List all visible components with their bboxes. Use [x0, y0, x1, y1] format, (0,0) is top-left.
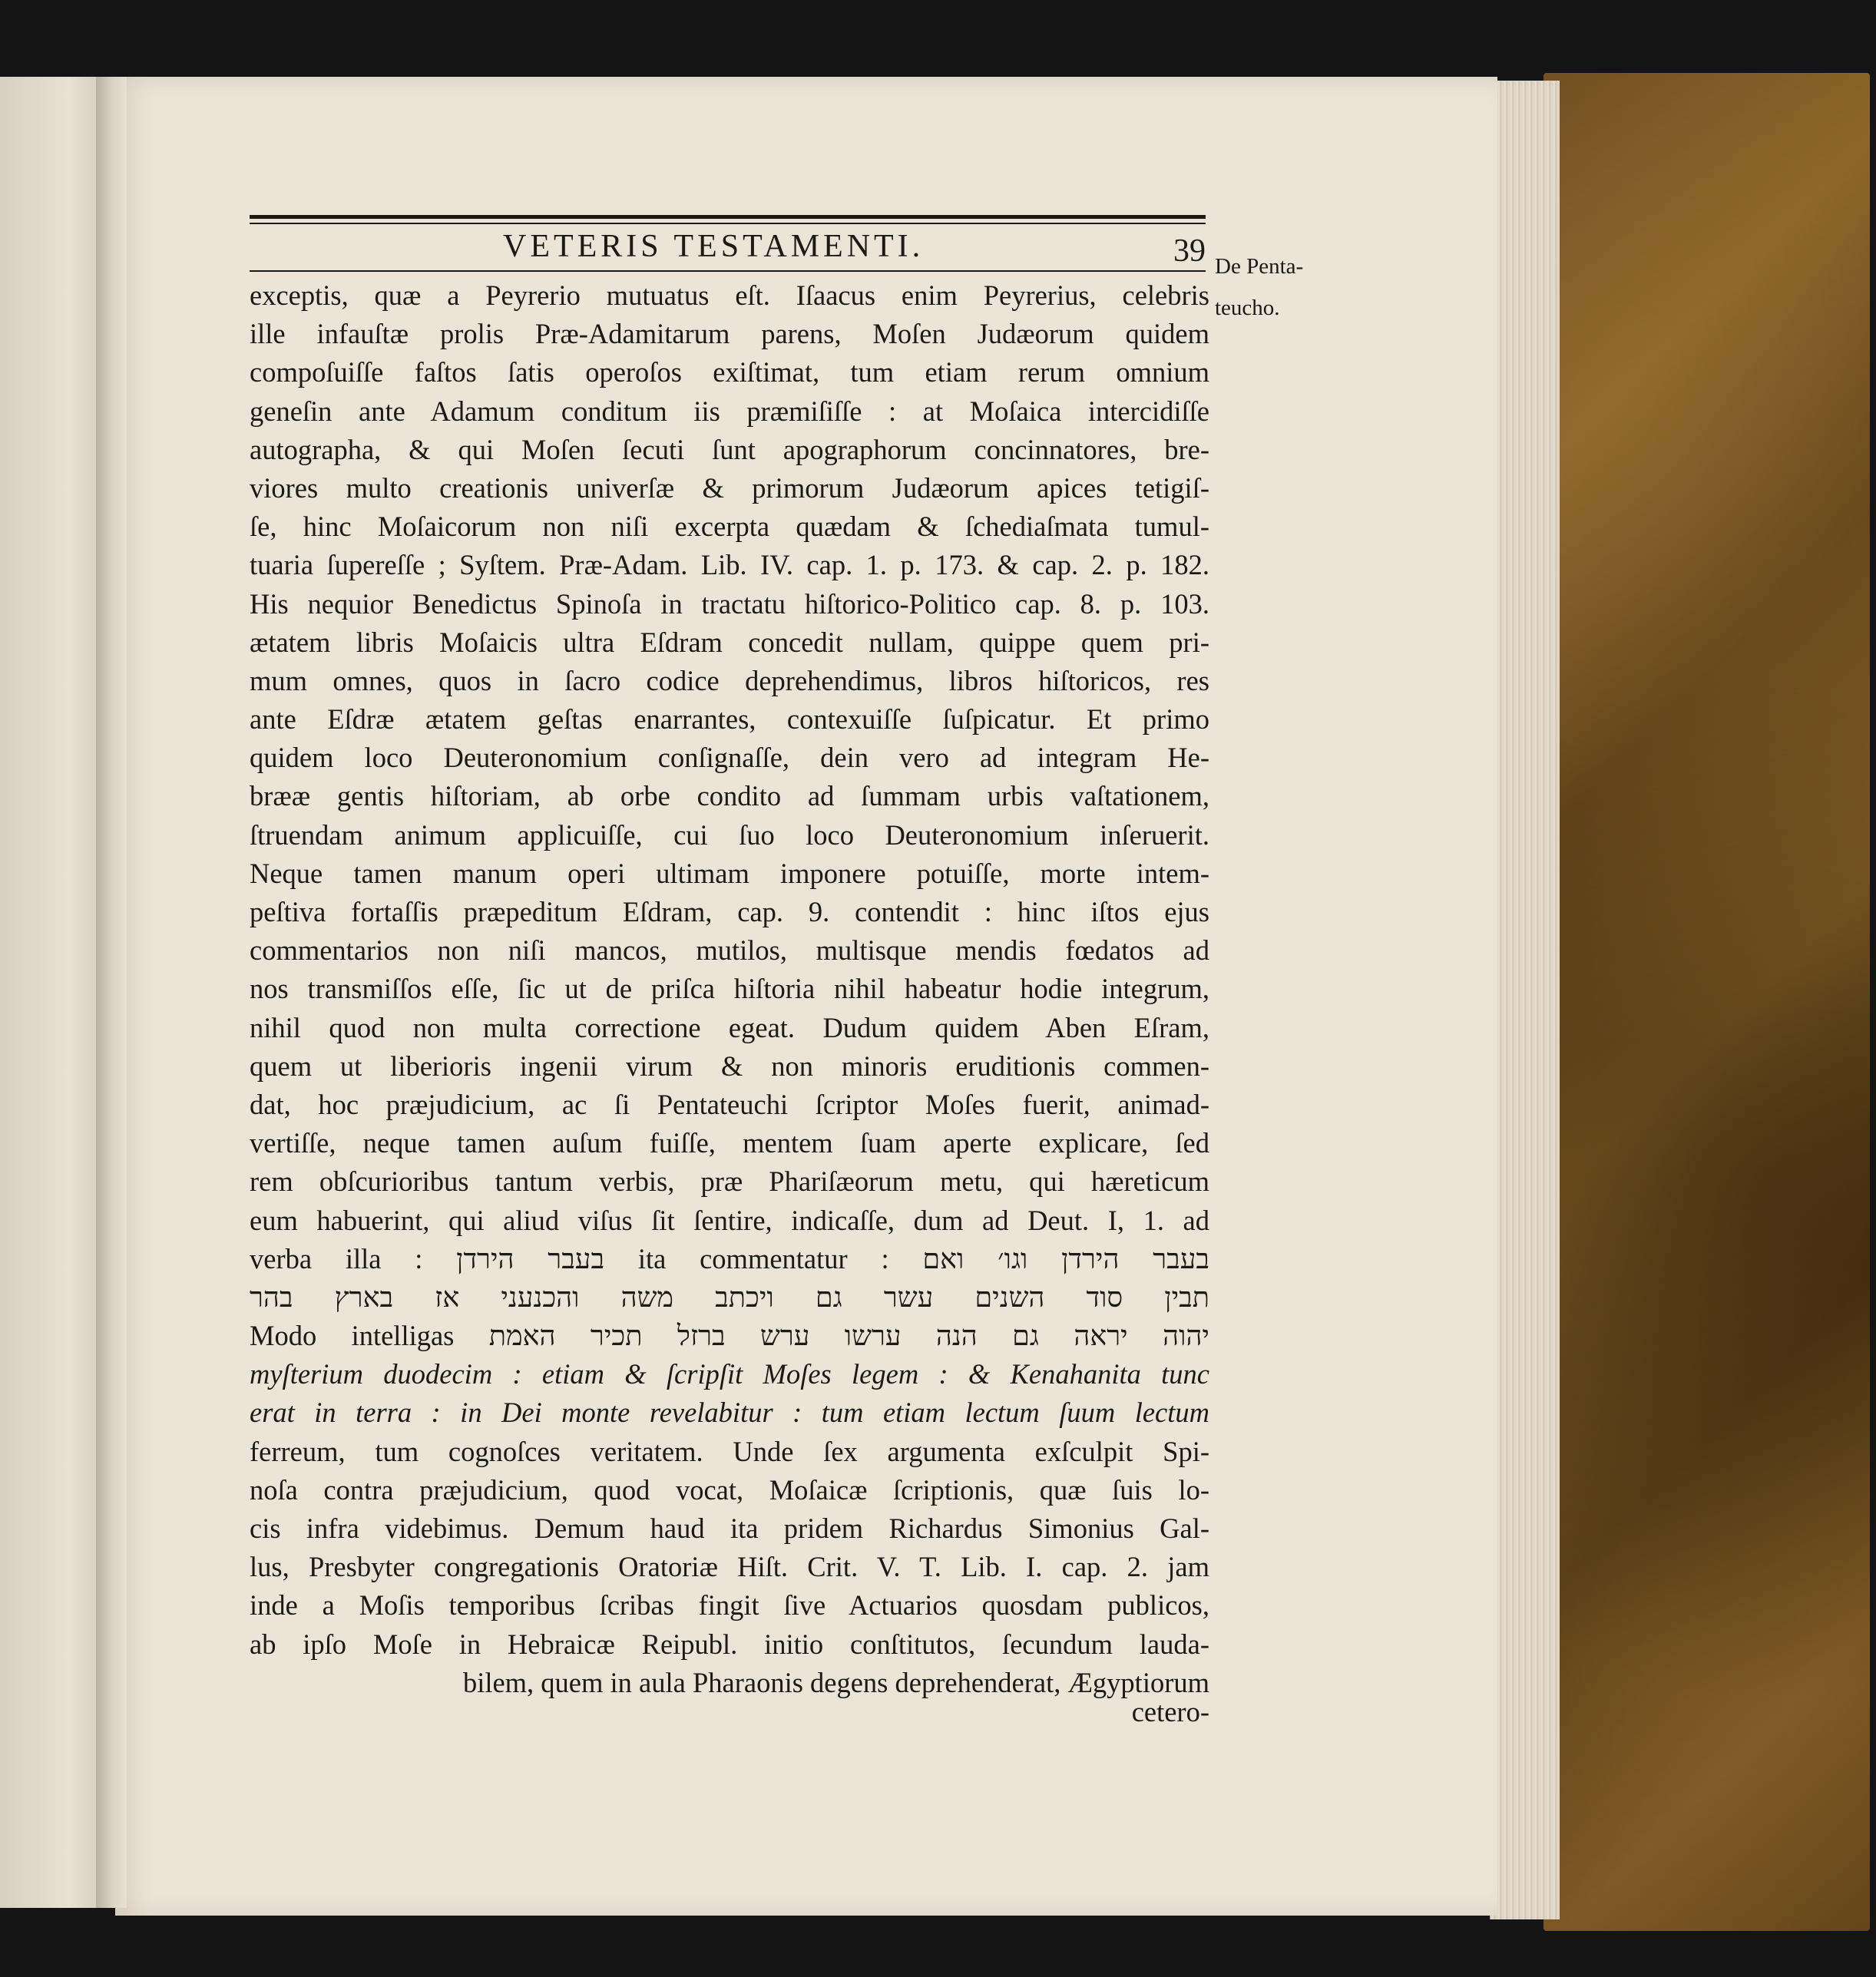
margin-note-line: teucho.: [1215, 296, 1280, 320]
cover-marbling: [1543, 73, 1870, 1931]
text-line: autographa, & qui Moſen ſecuti ſunt apographorum concinnatores, bre-: [250, 433, 1209, 465]
margin-note-line: De Penta-: [1215, 254, 1304, 279]
text-line: exceptis, quæ a Peyrerio mutuatus eſt. Iſaacus enim Peyrerius, celebris: [250, 279, 1209, 311]
body-text: [250, 276, 1209, 1702]
text-line: erat in terra : in Dei monte revelabitur : tum etiam lectum ſuum lectum: [250, 1397, 1209, 1429]
text-line-hebrew: תבין סוד השנים עשר גם ויכתב משה והכנעני אז בארץ בהר: [250, 1281, 1209, 1313]
text-line: mum omnes, quos in ſacro codice deprehendimus, libros hiſtoricos, res: [250, 664, 1209, 696]
page-number: 39: [1173, 233, 1206, 269]
running-title: VETERIS TESTAMENTI.: [503, 229, 925, 264]
text-line: quidem loco Deuteronomium conſignaſſe, dein vero ad integram He-: [250, 742, 1209, 774]
head-rule-thin: [250, 223, 1206, 224]
text-line: myſterium duodecim : etiam & ſcripſit Moſes legem : & Kenahanita tunc: [250, 1358, 1209, 1390]
book-gutter: [96, 77, 127, 1908]
text-line: Neque tamen manum operi ultimam imponere potuiſſe, morte intem-: [250, 857, 1209, 889]
text-line: tuaria ſupereſſe ; Syſtem. Præ-Adam. Lib. IV. cap. 1. p. 173. & cap. 2. p. 182.: [250, 549, 1209, 581]
text-line: vertiſſe, neque tamen auſum fuiſſe, mentem ſuam aperte explicare, ſed: [250, 1127, 1209, 1159]
text-line: dat, hoc præjudicium, ac ſi Pentateuchi ſcriptor Moſes fuerit, animad-: [250, 1088, 1209, 1120]
text-line: compoſuiſſe faſtos ſatis operoſos exiſtimat, tum etiam rerum omnium: [250, 356, 1209, 388]
text-line: rem obſcurioribus tantum verbis, præ Phariſæorum metu, qui hæreticum: [250, 1165, 1209, 1198]
catchword: cetero-: [1131, 1696, 1209, 1727]
text-line: ſtruendam animum applicuiſſe, cui ſuo loco Deuteronomium inſeruerit.: [250, 818, 1209, 851]
book-cover: [1543, 73, 1870, 1931]
text-line: cis infra videbimus. Demum haud ita pridem Richardus Simonius Gal-: [250, 1513, 1209, 1544]
text-line: brææ gentis hiſtoriam, ab orbe condito ad ſummam urbis vaſtationem,: [250, 780, 1209, 812]
text-line: inde a Moſis temporibus ſcribas fingit ſive Actuarios quosdam publicos,: [250, 1589, 1209, 1622]
text-line: ante Eſdræ ætatem geſtas enarrantes, contexuiſſe ſuſpicatur. Et primo: [250, 703, 1209, 736]
page-edges: [1490, 81, 1560, 1919]
head-rule-under: [250, 270, 1206, 272]
text-line: nihil quod non multa correctione egeat. Dudum quidem Aben Eſram,: [250, 1011, 1209, 1043]
text-line: viores multo creationis univerſæ & primorum Judæorum apices tetigiſ-: [250, 471, 1209, 504]
text-line: ferreum, tum cognoſces veritatem. Unde ſex argumenta exſculpit Spi-: [250, 1435, 1209, 1467]
text-line: lus, Presbyter congregationis Oratoriæ Hiſt. Crit. V. T. Lib. I. cap. 2. jam: [250, 1551, 1209, 1583]
text-line: ille infauſtæ prolis Præ-Adamitarum parens, Moſen Judæorum quidem: [250, 318, 1209, 350]
text-line: His nequior Benedictus Spinoſa in tractatu hiſtorico-Politico cap. 8. p. 103.: [250, 587, 1209, 620]
text-line-hebrew: יהוה יראה גם הנה ערשו ערש ברזל תכיר האמת Modo intelligas: [250, 1320, 1210, 1352]
text-line: nos transmiſſos eſſe, ſic ut de priſca hiſtoria nihil habeatur hodie integrum,: [250, 973, 1209, 1005]
text-line: eum habuerint, qui aliud viſus ſit ſentire, indicaſſe, dum ad Deut. I, 1. ad: [250, 1204, 1209, 1236]
text-line: geneſin ante Adamum conditum iis præmiſiſſe : at Moſaica intercidiſſe: [250, 395, 1209, 427]
head-rule-thick: [250, 215, 1206, 219]
text-line: noſa contra præjudicium, quod vocat, Moſaicæ ſcriptionis, quæ ſuis lo-: [250, 1473, 1209, 1506]
text-line: peſtiva fortaſſis præpeditum Eſdram, cap. 9. contendit : hinc iſtos ejus: [250, 896, 1209, 927]
running-head: [250, 225, 1206, 269]
text-line: verba illa : בעבר הירדן ita commentatur : בעבר הירדן וגו׳ ואם: [250, 1242, 1209, 1274]
margin-note: [1215, 246, 1303, 329]
text-line: ab ipſo Moſe in Hebraicæ Reipubl. initio conſtitutos, ſecundum lauda-: [250, 1628, 1209, 1660]
text-line: commentarios non niſi mancos, mutilos, multisque mendis fœdatos ad: [250, 934, 1209, 967]
text-line: bilem, quem in aula Pharaonis degens deprehenderat, Ægyptiorum: [462, 1666, 1209, 1698]
text-line: ætatem libris Moſaicis ultra Eſdram concedit nullam, quippe quem pri-: [250, 626, 1209, 658]
text-line: ſe, hinc Moſaicorum non niſi excerpta quædam & ſchediaſmata tumul-: [250, 511, 1209, 543]
text-line: quem ut liberioris ingenii virum & non minoris eruditionis commen-: [250, 1050, 1209, 1082]
